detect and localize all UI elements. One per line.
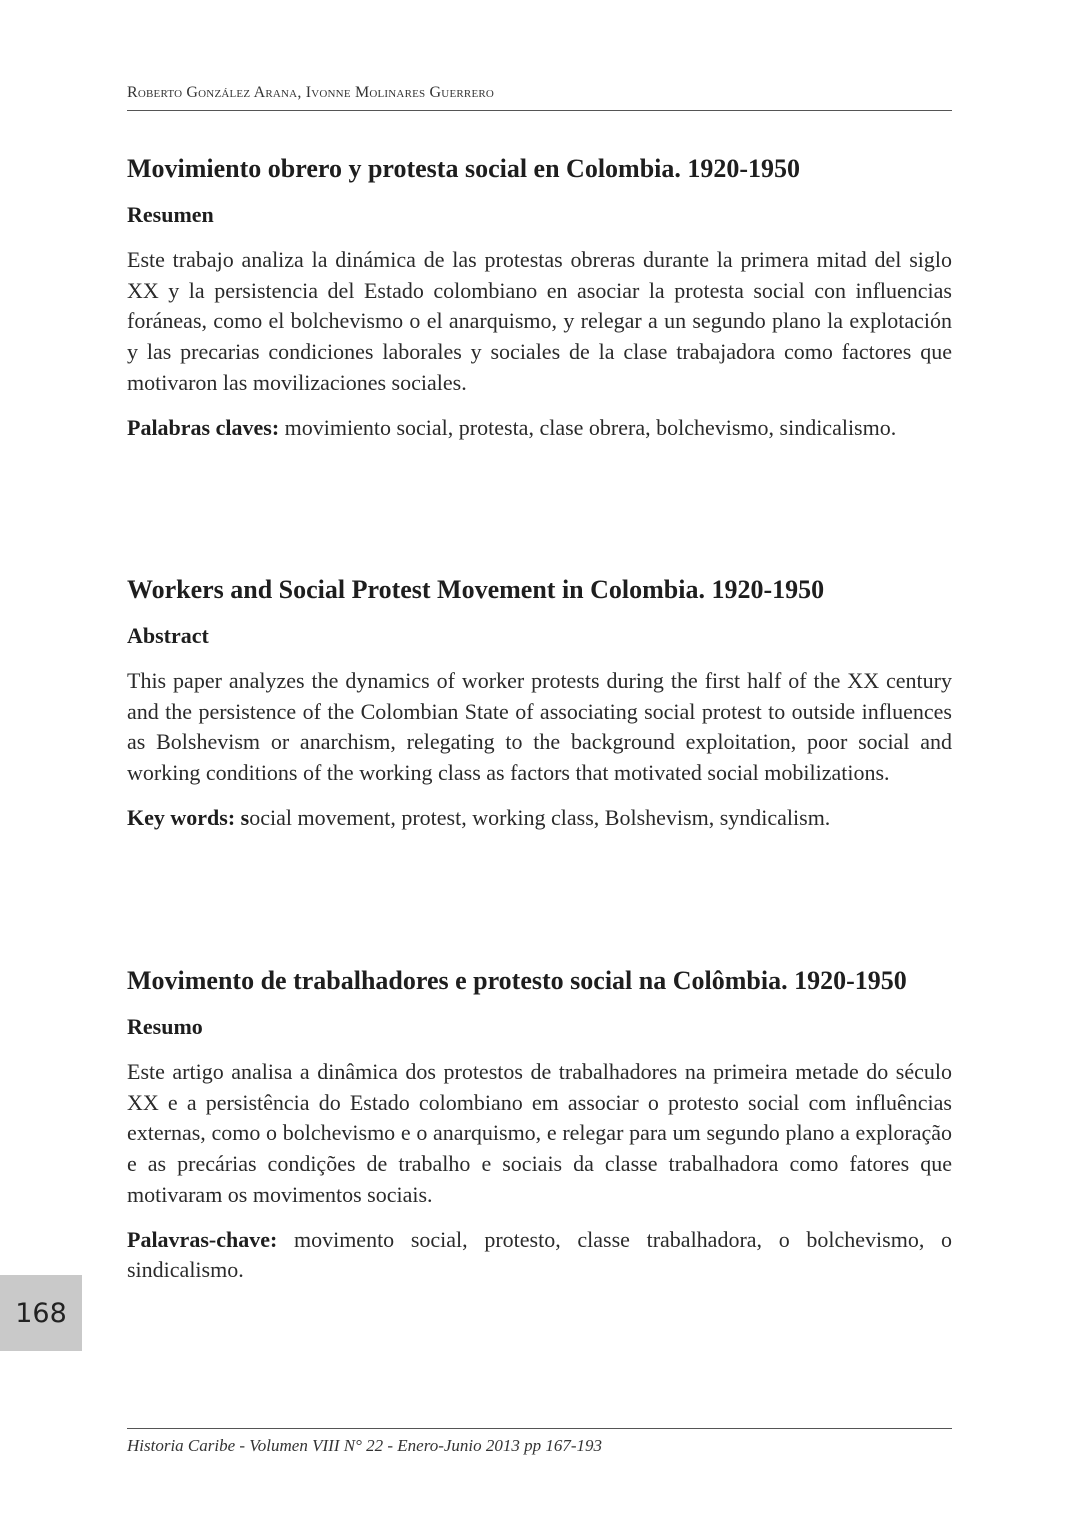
keywords-label: Palabras claves: (127, 414, 280, 440)
section-title: Movimento de trabalhadores e protesto social na Colômbia. 1920-1950 (127, 966, 907, 995)
section-body: Este artigo analisa a dinâmica dos protestos de trabalhadores na primeira metade do século XX e a persistência do Estado colombiano em associar o protesto social com influências externas, como o bolchevismo e o anarquismo, e relegar para um segundo plano a exploração e as precárias condições de trabalho e sociais da classe trabalhadora como fatores que motivaram os movimentos sociais. (127, 1059, 952, 1207)
keywords-text: movimiento social, protesta, clase obrera, bolchevismo, sindicalismo. (279, 414, 897, 440)
abstract-section-spanish (127, 152, 952, 443)
abstract-section-portuguese (127, 964, 952, 1286)
section-label: Abstract (127, 623, 209, 648)
footer-citation: Historia Caribe - Volumen VIII N° 22 - Enero-Junio 2013 pp 167-193 (127, 1436, 603, 1455)
keywords-label: Palavras-chave: (127, 1226, 278, 1252)
section-title: Workers and Social Protest Movement in Colombia. 1920-1950 (127, 575, 825, 604)
section-title: Movimiento obrero y protesta social en Colombia. 1920-1950 (127, 154, 801, 183)
page-number: 168 (0, 1275, 82, 1351)
keywords (127, 803, 952, 834)
section-body: Este trabajo analiza la dinámica de las protestas obreras durante la primera mitad del siglo XX y la persistencia del Estado colombiano en asociar la protesta social con influencias foráneas, como el bolchevismo o el anarquismo, y relegar a un segundo plano la explotación y las precarias condiciones laborales y sociales de la clase trabajadora como factores que motivaron las movilizaciones sociales. (127, 247, 952, 395)
section-label: Resumo (127, 1014, 203, 1039)
footer-rule (127, 1428, 952, 1429)
abstract-section-english (127, 573, 952, 834)
keywords (127, 413, 952, 444)
keywords-text: ocial movement, protest, working class, Bolshevism, syndicalism. (249, 804, 831, 830)
keywords-label: Key words: s (127, 804, 250, 830)
keywords (127, 1225, 952, 1286)
running-header-authors: Roberto González Arana, Ivonne Molinares Guerrero (127, 84, 495, 101)
keywords-text: movimento social, protesto, classe trabalhadora, o bolchevismo, o sindicalismo. (127, 1226, 952, 1283)
section-label: Resumen (127, 202, 214, 227)
header-rule (127, 110, 952, 111)
section-body: This paper analyzes the dynamics of worker protests during the first half of the XX century and the persistence of the Colombian State of associating social protest to outside influences as Bolshevism or anarchism, relegating to the background exploitation, poor social and working conditions of the working class as factors that motivated social mobilizations. (127, 668, 952, 786)
